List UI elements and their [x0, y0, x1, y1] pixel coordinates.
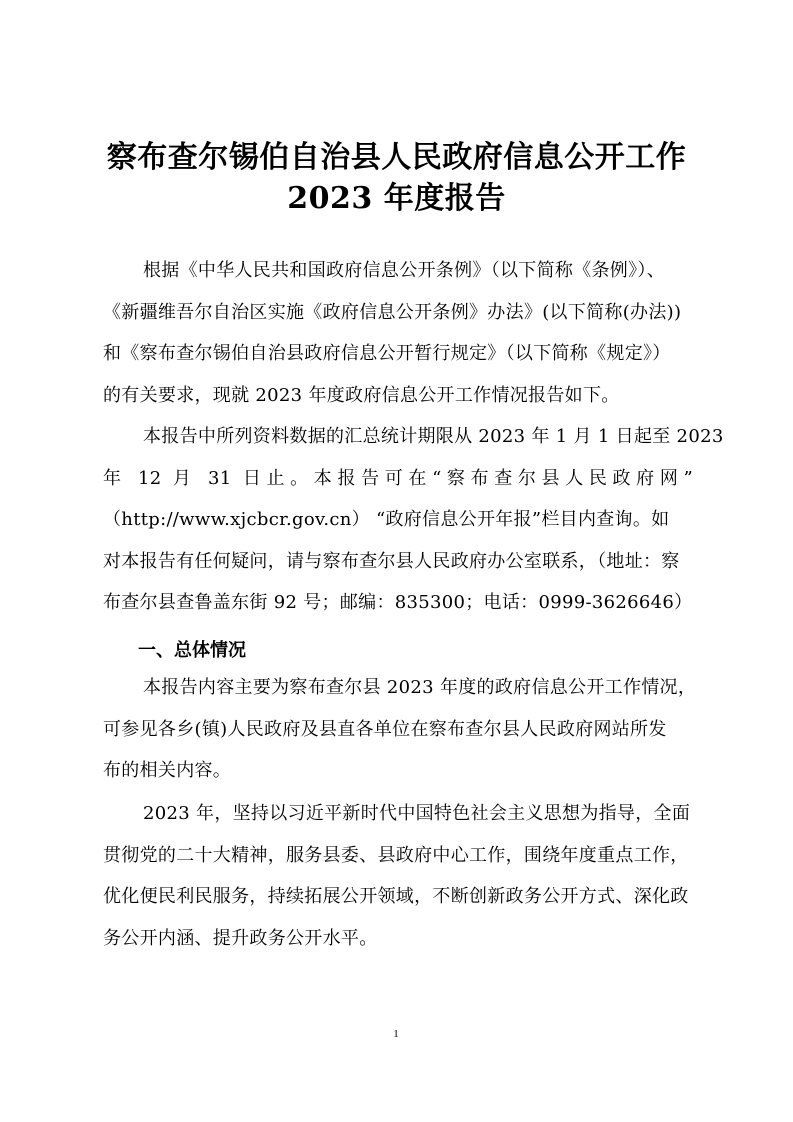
text-line: 务公开内涵、提升政务公开水平。	[103, 927, 378, 949]
text-line: 和《察布查尔锡伯自治县政府信息公开暂行规定》（以下简称《规定》）	[103, 343, 671, 364]
text-line: 布的相关内容。	[103, 760, 232, 781]
intro-paragraph	[103, 250, 693, 416]
report-title-line-1: 察布查尔锡伯自治县人民政府信息公开工作	[106, 140, 687, 175]
text-line: 《新疆维吾尔自治区实施《政府信息公开条例》办法》(以下简称(办法))	[103, 301, 682, 323]
text-line: 年 12 月 31 日止。本报告可在“察布查尔县人民政府网”	[103, 467, 693, 489]
text-line: 对本报告有任何疑问，请与察布查尔县人民政府办公室联系，（地址：察	[103, 550, 680, 572]
text-line: 本报告内容主要为察布查尔县 2023 年度的政府信息公开工作情况，	[143, 677, 697, 698]
text-line: 的有关要求，现就 2023 年度政府信息公开工作情况报告如下。	[103, 384, 620, 406]
text-line: 根据《中华人民共和国政府信息公开条例》（以下简称《条例》）、	[143, 260, 665, 281]
section-heading: 一、总体情况	[138, 640, 246, 661]
text-line: 贯彻党的二十大精神，服务县委、县政府中心工作，围绕年度重点工作，	[103, 844, 689, 866]
page-number: 1	[393, 1028, 399, 1040]
text-line: 布查尔县查鲁盖东街 92 号；邮编：835300；电话：0999-3626646）	[103, 592, 693, 613]
statistics-period-paragraph	[103, 416, 724, 624]
text-line: 优化便民利民服务，持续拓展公开领域，不断创新政务公开方式、深化政	[103, 886, 689, 907]
text-line: 可参见各乡(镇)人民政府及县直各单位在察布查尔县人民政府网站所发	[103, 718, 667, 740]
text-line: 本报告中所列资料数据的汇总统计期限从 2023 年 1 月 1 日起至 2023	[143, 426, 724, 447]
text-line: 2023 年，坚持以习近平新时代中国特色社会主义思想为指导，全面	[143, 803, 691, 824]
work-summary-paragraph	[103, 793, 693, 959]
report-title-line-2: 2023 年度报告	[287, 181, 506, 216]
text-line: （http://www.xjcbcr.gov.cn） “政府信息公开年报”栏目内查询。如	[103, 509, 670, 530]
overview-paragraph	[103, 667, 697, 792]
